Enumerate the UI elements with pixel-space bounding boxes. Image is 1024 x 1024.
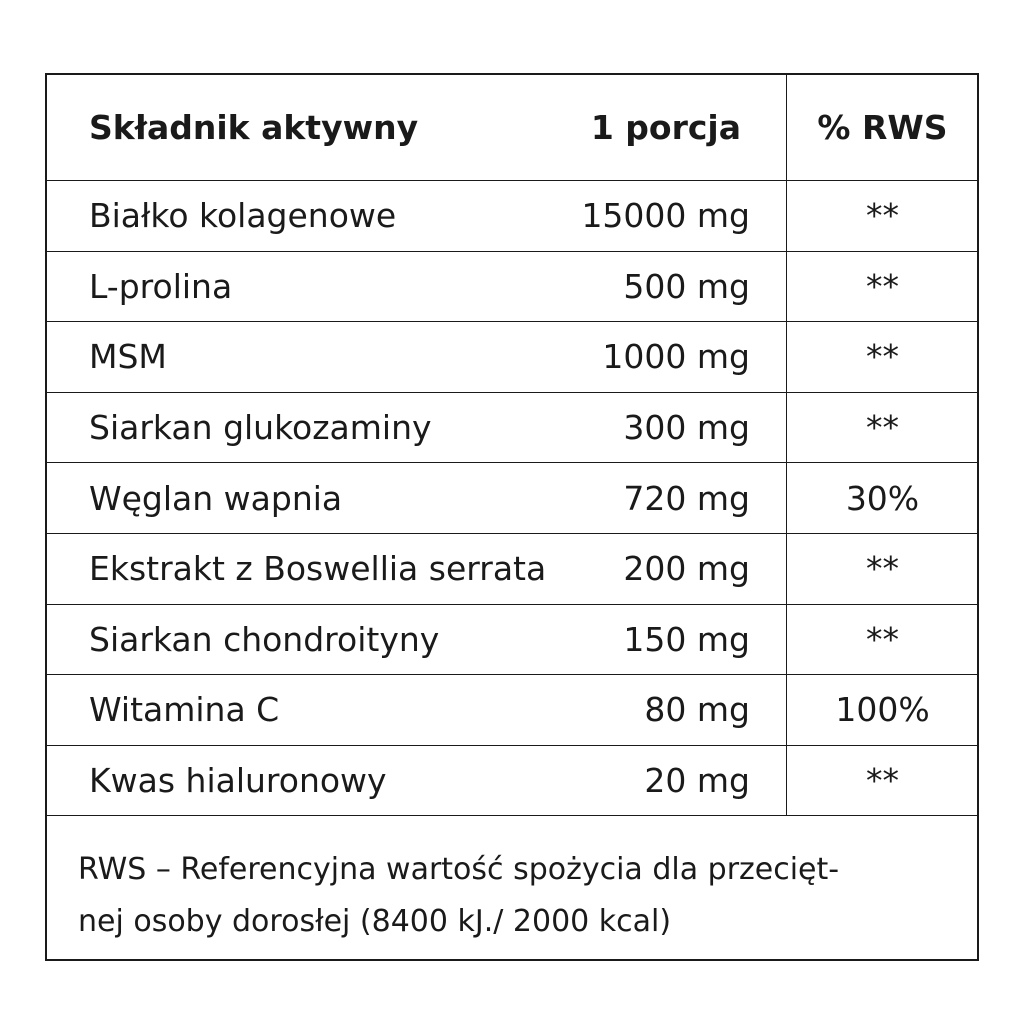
ingredient-name: Kwas hialuronowy [89, 761, 387, 801]
table-row [47, 463, 977, 534]
table-row [47, 181, 977, 252]
nutrition-table [45, 73, 979, 961]
ingredient-name: Siarkan chondroityny [89, 619, 440, 659]
footnote-line-1: RWS – Referencyjna wartość spożycia dla przecięt- [78, 852, 840, 887]
footnote [78, 844, 958, 948]
ingredient-amount: 300 mg [623, 408, 750, 448]
ingredient-amount: 15000 mg [581, 196, 750, 236]
ingredient-name: Białko kolagenowe [89, 196, 397, 236]
ingredient-name: L-prolina [89, 266, 233, 306]
ingredient-name: Witamina C [89, 690, 280, 730]
ingredient-name: MSM [89, 337, 167, 377]
ingredient-rws: ** [866, 408, 899, 448]
ingredient-amount: 80 mg [644, 690, 750, 730]
ingredient-name: Węglan wapnia [89, 478, 343, 518]
ingredient-amount: 200 mg [623, 549, 750, 589]
ingredient-rws: 100% [835, 690, 930, 730]
ingredient-amount: 720 mg [623, 478, 750, 518]
table-row [47, 393, 977, 464]
header-rws: % RWS [817, 108, 948, 147]
ingredient-amount: 500 mg [623, 266, 750, 306]
table-row [47, 675, 977, 746]
ingredient-rws: ** [866, 549, 899, 589]
footnote-line-2: nej osoby dorosłej (8400 kJ./ 2000 kcal) [78, 904, 672, 939]
ingredient-amount: 1000 mg [602, 337, 750, 377]
table-row [47, 746, 977, 817]
table-row [47, 252, 977, 323]
ingredient-name: Siarkan glukozaminy [89, 408, 432, 448]
table-row [47, 605, 977, 676]
ingredient-name: Ekstrakt z Boswellia serrata [89, 549, 547, 589]
ingredient-rws: ** [866, 266, 899, 306]
ingredient-amount: 150 mg [623, 619, 750, 659]
ingredient-rws: ** [866, 619, 899, 659]
header-portion: 1 porcja [590, 108, 741, 147]
ingredient-amount: 20 mg [644, 761, 750, 801]
ingredient-rws: ** [866, 761, 899, 801]
ingredient-rws: ** [866, 196, 899, 236]
table-row [47, 322, 977, 393]
table-row [47, 534, 977, 605]
ingredient-rws: ** [866, 337, 899, 377]
ingredient-rws: 30% [845, 478, 920, 518]
header-ingredient: Składnik aktywny [89, 108, 419, 147]
table-header-row [47, 75, 977, 181]
